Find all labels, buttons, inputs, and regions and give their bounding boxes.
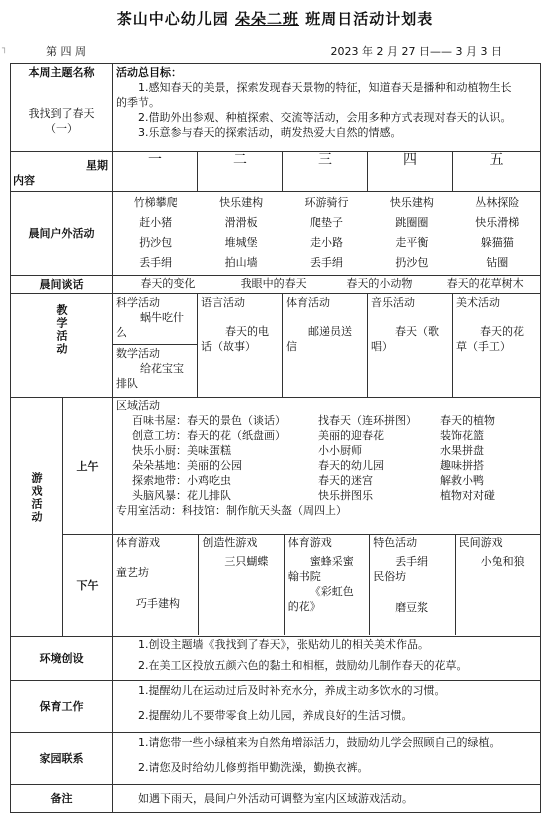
talk-cell: [113, 276, 541, 294]
margin-mark-icon: ┐: [2, 44, 8, 54]
goal-item: 的季节。: [116, 96, 160, 109]
theme-cell: [11, 64, 113, 152]
zone-activity: 创意工坊：春天的花（纸盘画）: [132, 429, 286, 442]
outdoor-activity: 跳圈圈: [395, 216, 429, 229]
zone-activity: 春天的植物: [440, 414, 495, 427]
content-label: 内容: [13, 174, 35, 187]
pm-activity: 丢手绢: [395, 555, 429, 568]
env-item: 2.在美工区投放五颜六色的黏土和相框，鼓励幼儿制作春天的花草。: [138, 659, 468, 672]
zone-activity: 朵朵基地：美丽的公园: [132, 459, 242, 472]
outdoor-activity: 环游骑行: [304, 196, 349, 209]
teaching-category: 美术活动: [456, 296, 500, 309]
zone-activity: 百味书屋：春天的景色（谈话）: [132, 414, 286, 427]
outdoor-activity: 快乐建构: [389, 196, 434, 209]
goal-item: 2.借助外出参观、种植探索、交流等活动，会用多种方式表现对春天的认识。: [138, 111, 512, 124]
home-row: [11, 733, 541, 785]
teaching-category: 音乐活动: [371, 296, 415, 309]
teaching-category: 体育活动: [286, 296, 330, 309]
notes-row: [11, 785, 541, 813]
theme-label: 本周主题名称: [28, 66, 95, 79]
teaching-fri: [453, 294, 541, 398]
outdoor-activity: 丢手绢: [309, 256, 343, 269]
outdoor-activity: 丛林探险: [475, 196, 520, 209]
outdoor-activity: 快乐滑梯: [475, 216, 520, 229]
school-name: 茶山中心幼儿园: [116, 10, 229, 28]
outdoor-activity: 钻圈: [486, 256, 509, 269]
pm-activity: 民俗坊: [373, 570, 407, 583]
teaching-thu: [368, 294, 453, 398]
teaching-activity: 唱）: [371, 340, 393, 353]
teaching-category: 语言活动: [201, 296, 245, 309]
teaching-activity: 话（故事）: [201, 340, 256, 353]
teaching-activity: 春天的电: [225, 325, 269, 338]
zone-activity: 小小厨师: [318, 444, 362, 457]
zone-activity: 春天的迷宫: [318, 474, 373, 487]
pm-activity: 蜜蜂采蜜: [309, 555, 354, 568]
outdoor-activity: 快乐建构: [219, 196, 264, 209]
pm-category: 特色活动: [373, 536, 418, 549]
zone-activity: 快乐小厨：美味蛋糕: [132, 444, 231, 457]
care-item: 2.提醒幼儿不要带零食上幼儿园，养成良好的生活习惯。: [138, 709, 413, 722]
pm-activities-cell: [113, 535, 541, 637]
zone-activity: 美丽的迎春花: [318, 429, 384, 442]
zone-row: [116, 443, 537, 458]
home-label: 家园联系: [11, 733, 113, 785]
date-range: 2023 年 2 月 27 日—— 3 月 3 日: [330, 45, 502, 58]
outdoor-activity: 走小路: [309, 236, 343, 249]
weekday-wed: 三: [283, 152, 368, 192]
plan-table: [10, 63, 541, 813]
weekday-header-row: [11, 152, 541, 192]
teaching-label: 教学活动: [55, 303, 68, 356]
teaching-wed: [283, 294, 368, 398]
teaching-activity: 么: [116, 326, 127, 339]
zone-activity: 快乐拼图乐: [318, 489, 373, 502]
zone-activity: 解救小鸭: [440, 474, 484, 487]
games-label-cell: [11, 398, 63, 637]
goals-cell: [113, 64, 541, 152]
care-label: 保育工作: [11, 681, 113, 733]
home-item: 2.请您及时给幼儿修剪指甲勤洗澡，勤换衣裤。: [138, 761, 369, 774]
talk-topic: 春天的小动物: [346, 277, 413, 290]
page-title: [0, 8, 550, 29]
pm-activity: 翰书院: [287, 570, 321, 583]
home-cell: [113, 733, 541, 785]
zone-activity: 装饰花篮: [440, 429, 484, 442]
pm-category: 创造性游戏: [202, 536, 258, 549]
outdoor-label: 晨间户外活动: [11, 192, 113, 276]
teaching-activity: 蜗牛吃什: [140, 311, 184, 324]
care-cell: [113, 681, 541, 733]
weekday-label: 星期: [86, 159, 108, 172]
pm-col-5: [455, 535, 540, 635]
zone-row: [116, 488, 537, 503]
title-suffix: 班周日活动计划表: [305, 10, 434, 28]
outdoor-cell: [113, 192, 541, 276]
notes-label: 备注: [11, 785, 113, 813]
goal-item: 3.乐意参与春天的探索活动，萌发热爱大自然的情感。: [138, 126, 402, 139]
outdoor-activity: 丢手绢: [139, 256, 173, 269]
talk-topic: 我眼中的春天: [240, 277, 307, 290]
week-line: [0, 43, 550, 59]
pm-col-4: [369, 535, 454, 635]
outdoor-activity: 走平衡: [395, 236, 429, 249]
talk-row: [11, 276, 541, 294]
zone-heading: 区域活动: [116, 399, 160, 412]
weekday-fri: 五: [453, 152, 541, 192]
zone-activity: 探索地带：小鸡吃虫: [132, 474, 231, 487]
pm-col-3: [284, 535, 369, 635]
pm-col-1: [113, 535, 198, 635]
outdoor-activity: 堆城堡: [224, 236, 258, 249]
env-label: 环境创设: [11, 637, 113, 681]
theme-part: （一）: [45, 122, 78, 135]
teaching-activity: 给花宝宝: [140, 362, 184, 375]
teaching-category: 数学活动: [116, 347, 160, 360]
pm-activity: 的花》: [287, 600, 321, 613]
games-am-row: [11, 398, 541, 535]
teaching-label-cell: [11, 294, 113, 398]
env-item: 1.创设主题墙《我找到了春天》，张贴幼儿的相关美术作品。: [138, 638, 429, 651]
zone-activities-cell: [113, 398, 541, 535]
outdoor-activity: 拍山墙: [224, 256, 258, 269]
teaching-activity: 草（手工）: [456, 340, 511, 353]
talk-topic: 春天的变化: [140, 277, 196, 290]
pm-activity: 小兔和狼: [480, 555, 525, 568]
weekday-mon: 一: [113, 152, 198, 192]
teaching-mon: [113, 294, 198, 398]
teaching-row: [11, 294, 541, 398]
theme-name: 我找到了春天: [28, 107, 95, 120]
zone-row: [116, 428, 537, 443]
weekday-tue: 二: [198, 152, 283, 192]
special-room-activity: 专用室活动：科技馆：制作航天头盔（周四上）: [116, 504, 347, 517]
outdoor-activity: 赶小猪: [139, 216, 173, 229]
games-label: 游戏活动: [30, 472, 43, 524]
pm-activity: 巧手建构: [136, 597, 180, 610]
env-row: [11, 637, 541, 681]
goal-item: 1.感知春天的美景，探索发现春天景物的特征，知道春天是播种和动植物生长: [138, 81, 512, 94]
pm-category: 民间游戏: [458, 536, 503, 549]
teaching-activity: 信: [286, 340, 297, 353]
goals-label: 活动总目标：: [116, 66, 182, 79]
games-pm-label: 下午: [63, 535, 113, 637]
header-corner: [11, 152, 113, 192]
zone-activity: 趣味拼搭: [440, 459, 484, 472]
outdoor-activity: 躲猫猫: [480, 236, 514, 249]
teaching-category: 科学活动: [116, 296, 160, 309]
env-cell: [113, 637, 541, 681]
games-am-label: 上午: [63, 398, 113, 535]
talk-label: 晨间谈话: [11, 276, 113, 294]
pm-col-2: [198, 535, 283, 635]
zone-activity: 水果拼盘: [440, 444, 484, 457]
notes-cell: [113, 785, 541, 813]
outdoor-activity: 爬垫子: [309, 216, 343, 229]
pm-activity: 磨豆浆: [395, 601, 429, 614]
theme-row: [11, 64, 541, 152]
outdoor-row: [11, 192, 541, 276]
pm-category: 体育游戏: [116, 536, 160, 549]
outdoor-activity: 扔沙包: [395, 256, 429, 269]
zone-row: [116, 473, 537, 488]
outdoor-activity: 扔沙包: [139, 236, 173, 249]
pm-activity: 《彩虹色: [309, 585, 354, 598]
pm-activity: 童艺坊: [116, 566, 149, 579]
notes-text: 如遇下雨天，晨间户外活动可调整为室内区域游戏活动。: [138, 792, 413, 805]
home-item: 1.请您带一些小绿植来为自然角增添活力，鼓励幼儿学会照顾自己的绿植。: [138, 736, 501, 749]
talk-topic: 春天的花草树木: [446, 277, 524, 290]
care-item: 1.提醒幼儿在运动过后及时补充水分，养成主动多饮水的习惯。: [138, 684, 446, 697]
zone-row: [116, 458, 537, 473]
teaching-activity: 邮递员送: [308, 325, 352, 338]
pm-category: 体育游戏: [287, 536, 332, 549]
zone-activity: 头脑风暴：花儿排队: [132, 489, 231, 502]
class-name: 朵朵二班: [234, 10, 299, 28]
care-row: [11, 681, 541, 733]
pm-activity: 三只蝴蝶: [224, 555, 269, 568]
teaching-activity: 春天（歌: [395, 325, 439, 338]
teaching-activity: 春天的花: [480, 325, 524, 338]
teaching-tue: [198, 294, 283, 398]
zone-row: [116, 413, 537, 428]
outdoor-activity: 滑滑板: [224, 216, 258, 229]
zone-activity: 找春天（连环拼图）: [318, 414, 417, 427]
zone-activity: 植物对对碰: [440, 489, 495, 502]
zone-activity: 春天的幼儿园: [318, 459, 384, 472]
outdoor-activity: 竹梯攀爬: [133, 196, 178, 209]
games-pm-row: [11, 535, 541, 637]
weekday-thu: 四: [368, 152, 453, 192]
teaching-activity: 排队: [116, 377, 138, 390]
week-number: 第 四 周: [46, 45, 86, 58]
